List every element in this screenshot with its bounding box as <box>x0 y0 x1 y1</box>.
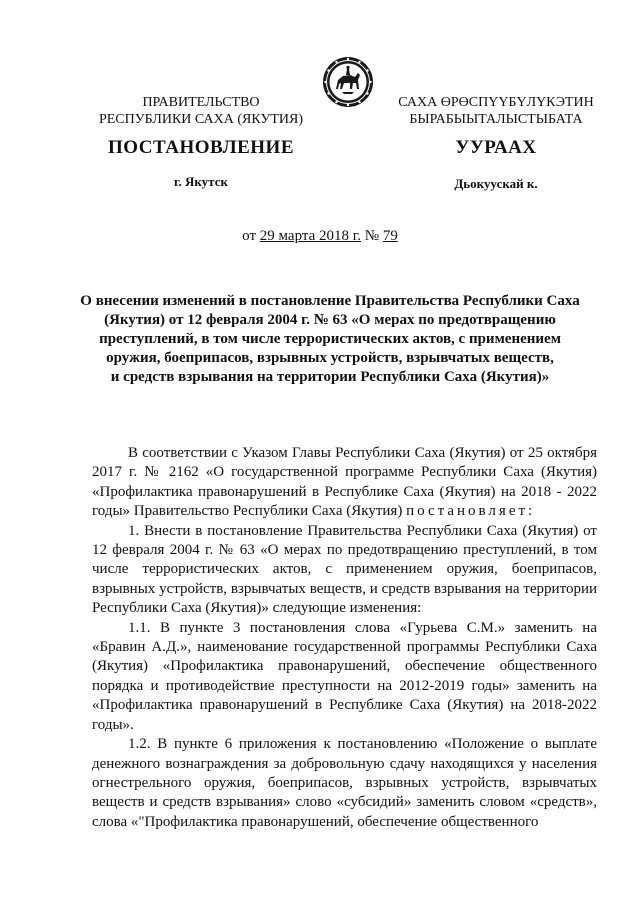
preamble-paragraph <box>92 444 597 522</box>
document-subject <box>80 292 580 387</box>
number-prefix: № <box>361 228 383 244</box>
subject-line: оружия, боеприпасов, взрывных устройств, взрывчатых веществ, <box>106 350 554 366</box>
clause-1-2-paragraph: 1.2. В пункте 6 приложения к постановлению «Положение о выплате денежного вознаграждения за добровольную сдачу находящихся у населения огнестрельного оружия, боеприпасов, взрывных устройств, взрывчатых веществ и средств взрывания» слово «субсидий» заменить словом «средств», слова «"Профилактика правонарушений, обеспечение общественного <box>92 736 597 830</box>
subject-line: (Якутия) от 12 февраля 2004 г. № 63 «О мерах по предотвращению <box>104 312 556 328</box>
doc-type-yakut: УУРААХ <box>455 137 537 158</box>
subject-line: О внесении изменений в постановление Правительства Республики Саха <box>80 293 580 309</box>
subject-line: и средств взрывания на территории Республики Саха (Якутия)» <box>110 369 550 385</box>
clause-1-paragraph: 1. Внести в постановление Правительства Республики Саха (Якутия) от 12 февраля 2004 г. № 63 «О мерах по предотвращению преступлений, в том числе террористических актов, с применением оружия, боеприпасов, взрывных устройств, взрывчатых веществ, и средств взрывания на территории Республики Саха (Якутия)» следующие изменения: <box>92 522 597 617</box>
clause-1-1-paragraph: 1.1. В пункте 3 постановления слова «Гурьева С.М.» заменить на «Бравин А.Д.», наименование государственной программы Республики Саха (Якутия) «Профилактика правонарушений, обеспечение общественного порядка и противодействие преступности на 2012-2019 годы» заменить на «Профилактика правонарушений в Республике Саха (Якутия) на 2018-2022 годы». <box>92 619 597 733</box>
org-line-1: ПРАВИТЕЛЬСТВО <box>142 95 260 110</box>
org-line-1-yakut: САХА ӨРӨСПҮҮБҮЛҮКЭТИН <box>398 95 594 110</box>
city-russian: г. Якутск <box>174 174 228 189</box>
document-body <box>92 444 597 832</box>
decree-word: постановляет: <box>406 503 536 520</box>
org-line-2: РЕСПУБЛИКИ САХА (ЯКУТИЯ) <box>98 112 304 127</box>
preamble-text: В соответствии с Указом Главы Республики Саха (Якутия) от 25 октября 2017 г. № 2162 «О государственной программе Республики Саха (Якутия) «Профилактика правонарушений в Республике Саха (Якутия) на 2018 - 2022 годы» Правительство Республики Саха (Якутия) <box>92 445 597 520</box>
org-line-2-yakut: БЫРАБЫЫТАЛЫСТЫБАТА <box>409 112 583 127</box>
subject-line: преступлений, в том числе террористических актов, с применением <box>99 331 561 347</box>
document-date: 29 марта 2018 г. <box>259 228 361 244</box>
government-name-yakut <box>386 94 606 128</box>
doc-type-russian: ПОСТАНОВЛЕНИЕ <box>107 137 295 158</box>
date-prefix: от <box>242 228 260 244</box>
government-name-russian <box>92 94 310 128</box>
document-number: 79 <box>382 228 398 244</box>
city-yakut: Дьокуускай к. <box>454 176 538 191</box>
document-dateline <box>0 228 640 245</box>
republic-emblem-icon <box>322 56 374 108</box>
